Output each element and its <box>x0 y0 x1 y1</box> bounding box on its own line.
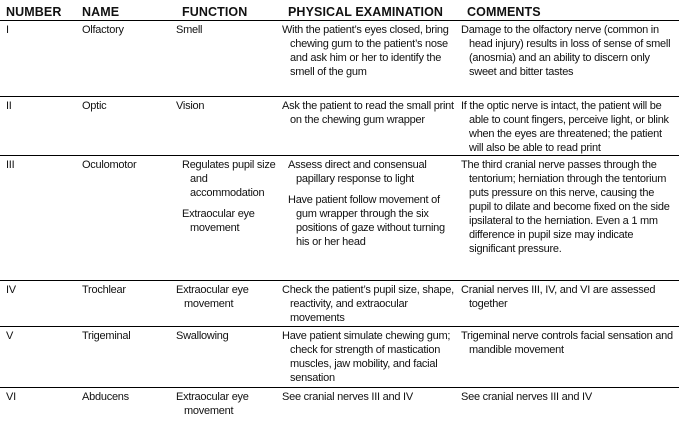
cell-number: III <box>0 156 76 281</box>
cell-function <box>176 156 282 281</box>
cell-physical-examination: Have patient simulate chewing gum; check for strength of mastication muscles, jaw mobility, and facial sensation <box>282 327 461 388</box>
table-body <box>0 21 679 423</box>
cell-physical-examination: Check the patient’s pupil size, shape, reactivity, and extraocular movements <box>282 281 461 327</box>
function-eye-movement: Extraocular eye movement <box>182 208 255 234</box>
header-row <box>0 0 679 21</box>
cell-function: Swallowing <box>176 327 282 388</box>
cell-function: Smell <box>176 21 282 97</box>
exam-eye-movement: Have patient follow movement of gum wrapper through the six positions of gaze without turning his or her head <box>288 194 445 248</box>
cell-physical-examination: Ask the patient to read the small print on the chewing gum wrapper <box>282 97 461 156</box>
cell-number: II <box>0 97 76 156</box>
header-comments: COMMENTS <box>461 0 679 21</box>
table-row <box>0 388 679 423</box>
cell-physical-examination: See cranial nerves III and IV <box>282 391 413 403</box>
cell-physical-examination <box>282 156 461 281</box>
cell-number: VI <box>6 391 16 403</box>
cell-comments: Trigeminal nerve controls facial sensation and mandible movement <box>461 327 679 388</box>
exam-pupil: Assess direct and consensual papillary response to light <box>288 159 427 185</box>
cell-name: Trigeminal <box>76 327 176 388</box>
cell-comments: See cranial nerves III and IV <box>461 391 592 403</box>
cell-number: V <box>0 327 76 388</box>
cell-function: Vision <box>176 97 282 156</box>
table-row <box>0 21 679 97</box>
cell-comments: The third cranial nerve passes through the tentorium; herniation through the tentorium puts pressure on this nerve, causing the pupil to dilate and become fixed on the side ipsilateral to the herniation. Even a 1 mm difference in pupil size may indicate significant pressure. <box>461 156 679 281</box>
header-name: NAME <box>76 0 176 21</box>
cell-name: Oculomotor <box>76 156 176 281</box>
table-row <box>0 327 679 388</box>
header-function: FUNCTION <box>176 0 282 21</box>
cell-comments: Cranial nerves III, IV, and VI are assessed together <box>461 281 679 327</box>
cell-name: Trochlear <box>76 281 176 327</box>
cell-name: Abducens <box>82 391 129 403</box>
cell-function: Extraocular eye movement <box>176 281 282 327</box>
table-row <box>0 156 679 281</box>
table-row <box>0 97 679 156</box>
table-header <box>0 0 679 21</box>
cell-physical-examination: With the patient’s eyes closed, bring chewing gum to the patient’s nose and ask him or her to identify the smell of the gum <box>282 21 461 97</box>
cell-number: IV <box>0 281 76 327</box>
table-row <box>0 281 679 327</box>
header-number: NUMBER <box>0 0 76 21</box>
function-pupil: Regulates pupil size and accommodation <box>182 159 276 199</box>
cell-comments: If the optic nerve is intact, the patient will be able to count fingers, perceive light, or blink when the eyes are threatened; the patient will also be able to read print <box>461 97 679 156</box>
cell-comments: Damage to the olfactory nerve (common in head injury) results in loss of sense of smell (anosmia) and an ability to discern only sweet and bitter tastes <box>461 21 679 97</box>
cell-name: Optic <box>76 97 176 156</box>
cell-function: Extraocular eye movement <box>176 391 249 417</box>
header-physical-examination: PHYSICAL EXAMINATION <box>282 0 461 21</box>
cell-number: I <box>0 21 76 97</box>
cell-name: Olfactory <box>76 21 176 97</box>
